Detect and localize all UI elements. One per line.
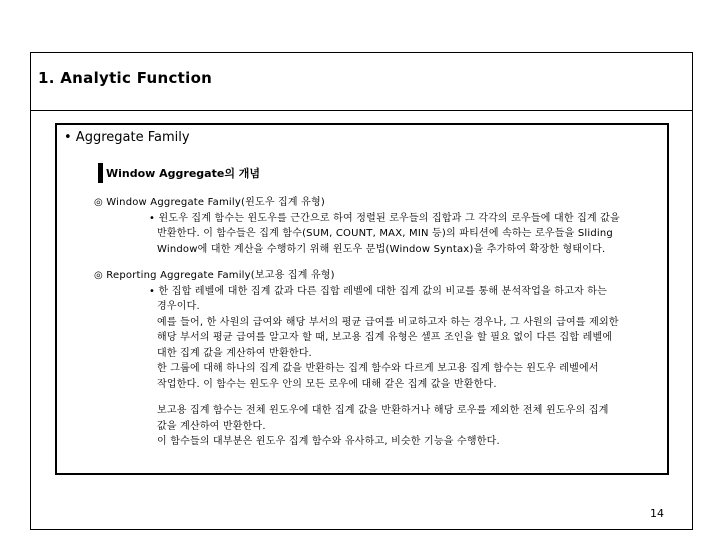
reporting-aggregate-line: • 한 집합 레벨에 대한 집계 값과 다른 집합 레벨에 대한 집계 값의 비교를 통해 분석작업을 하고자 하는	[149, 285, 607, 297]
page-number: 14	[650, 507, 664, 520]
title-bar	[31, 53, 692, 111]
reporting-aggregate-title: ◎ Reporting Aggregate Family(보고용 집계 유형)	[94, 270, 335, 281]
section-label: • Aggregate Family	[64, 130, 190, 145]
window-aggregate-block	[94, 195, 684, 257]
reporting-summary-line: 보고용 집계 함수는 전체 윈도우에 대한 집계 값을 반환하거나 해당 로우를 제외한 전체 윈도우의 집계	[157, 405, 609, 416]
window-aggregate-line: 반환한다. 이 함수들은 집계 함수(SUM, COUNT, MAX, MIN 등)의 파티션에 속하는 로우들을 Sliding	[157, 228, 613, 239]
window-aggregate-title: ◎ Window Aggregate Family(윈도우 집계 유형)	[94, 197, 325, 208]
slide-frame	[30, 52, 693, 530]
reporting-aggregate-line: 예를 들어, 한 사원의 급여와 해당 부서의 평균 급여를 비교하고자 하는 경우나, 그 사원의 급여를 제외한	[157, 316, 619, 328]
reporting-aggregate-summary	[94, 403, 684, 450]
concept-heading-text: Window Aggregate의 개념	[106, 167, 261, 180]
reporting-aggregate-line: 작업한다. 이 함수는 윈도우 안의 모든 로우에 대해 같은 집계 값을 반환한다.	[157, 378, 497, 390]
heading-marker	[98, 163, 103, 183]
reporting-summary-line: 값을 계산하여 반환한다.	[157, 420, 266, 432]
page-title: 1. Analytic Function	[38, 69, 213, 87]
window-aggregate-line: Window에 대한 계산을 수행하기 위해 윈도우 문법(Window Syntax)을 추가하여 확장한 형태이다.	[157, 243, 606, 255]
reporting-aggregate-block	[94, 268, 684, 392]
reporting-aggregate-line: 대한 집계 값을 계산하여 반환한다.	[157, 347, 312, 359]
reporting-summary-line: 이 함수들의 대부분은 윈도우 집계 함수와 유사하고, 비슷한 기능을 수행한다.	[157, 436, 500, 447]
reporting-aggregate-line: 한 그룹에 대해 하나의 집계 값을 반환하는 집계 함수와 다르게 보고용 집계 함수는 윈도우 레벨에서	[157, 363, 599, 374]
reporting-aggregate-line: 경우이다.	[157, 301, 200, 312]
concept-heading	[98, 163, 260, 183]
window-aggregate-line: • 윈도우 집계 함수는 윈도우를 근간으로 하여 정렬된 로우들의 집합과 그 각각의 로우들에 대한 집계 값을	[149, 212, 620, 224]
reporting-aggregate-line: 해당 부서의 평균 급여를 알고자 할 때, 보고용 집계 유형은 셀프 조인을 할 필요 없이 다른 집합 레벨에	[157, 332, 613, 343]
content-box	[55, 123, 669, 475]
